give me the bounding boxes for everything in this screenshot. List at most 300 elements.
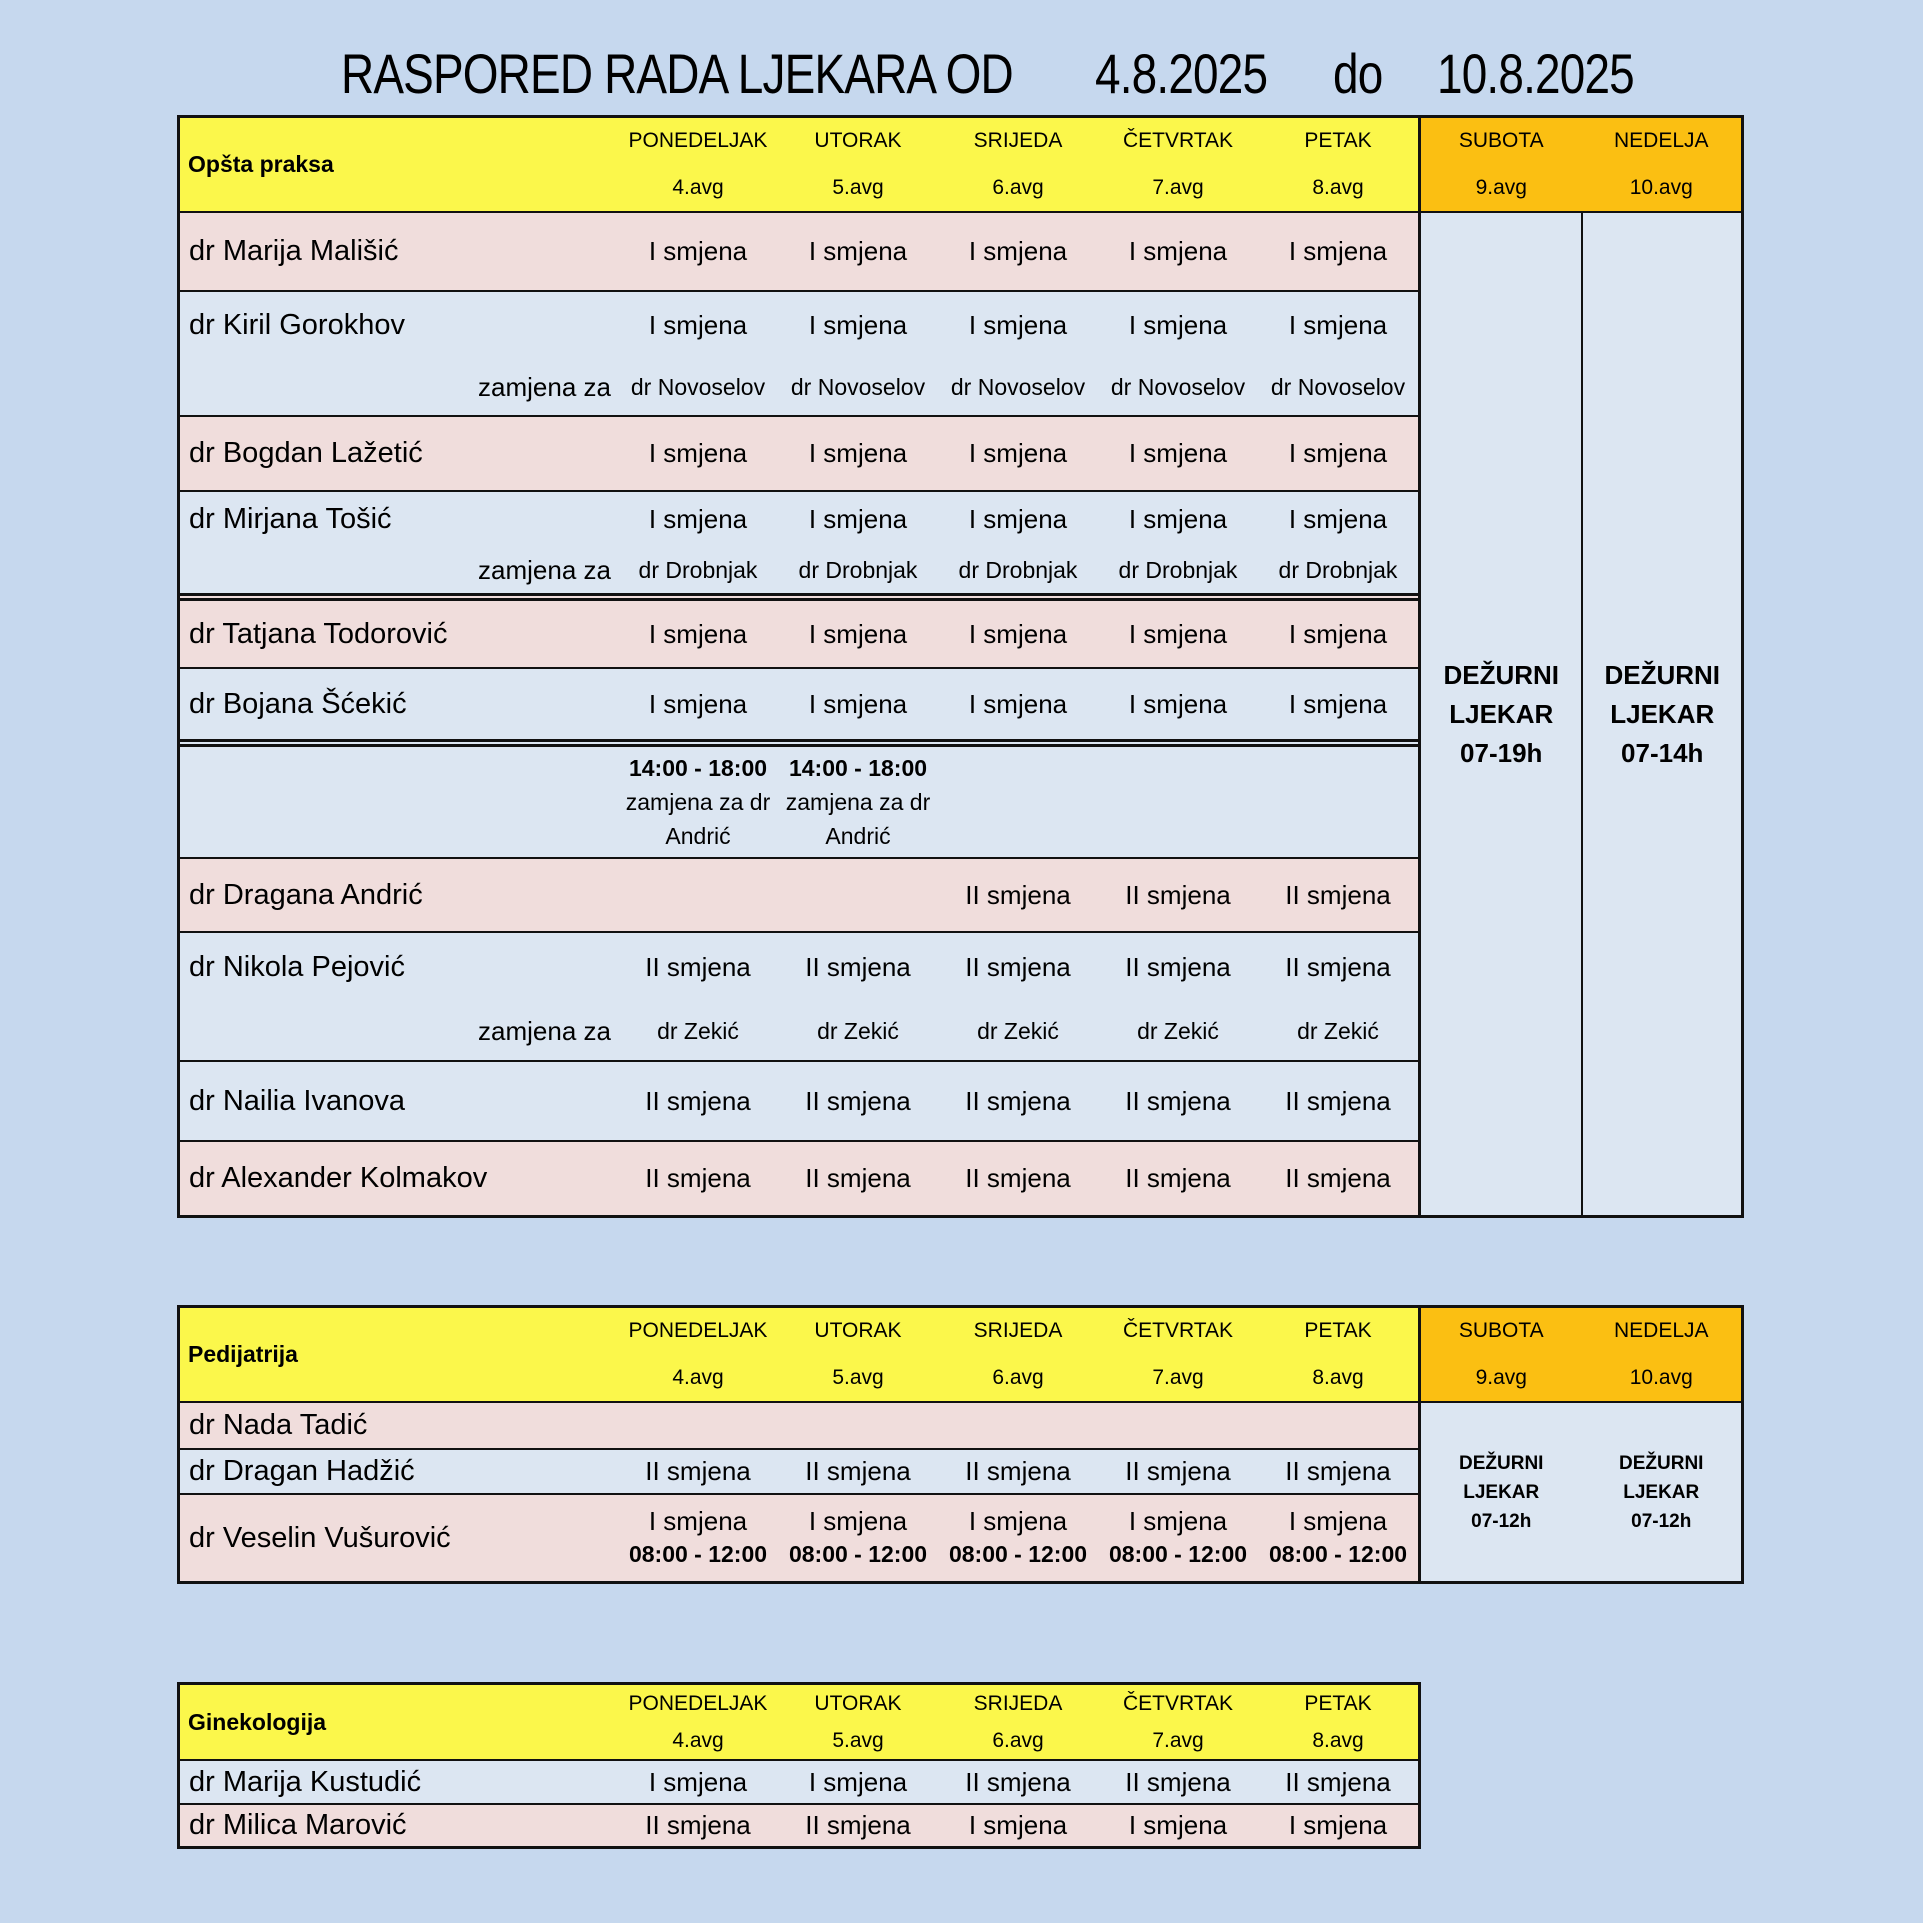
shift-cell (938, 933, 1098, 1003)
shift-value: I smjena (968, 1810, 1068, 1840)
header-day-date: 9.avg (1475, 1365, 1527, 1389)
shift-line (180, 1142, 1418, 1215)
shift-value: II smjena (805, 1163, 911, 1193)
shift-value: II smjena (965, 879, 1071, 910)
shift-value: I smjena (648, 438, 748, 468)
substitution-cell (778, 548, 938, 593)
table-row (180, 1403, 1418, 1448)
shift-cell (1098, 1805, 1258, 1846)
substitution-line (180, 360, 1418, 415)
substitution-value: dr Drobnjak (1118, 556, 1238, 583)
header-day-name: SRIJEDA (973, 1691, 1063, 1715)
header-day-name: ČETVRTAK (1122, 1319, 1234, 1343)
on-call-cell (1581, 213, 1741, 1215)
shift-line (180, 1805, 1418, 1846)
shift-value: I smjena (1128, 236, 1228, 266)
table-row (180, 1140, 1418, 1215)
page-title: RASPORED RADA LJEKARA OD (341, 42, 1013, 105)
header-day (1421, 1308, 1582, 1401)
shift-cell (778, 859, 938, 931)
shift-cell (778, 213, 938, 290)
header-day-date: 8.avg (1312, 1365, 1364, 1389)
header-day (778, 1308, 938, 1401)
shift-line (180, 1761, 1418, 1803)
on-call-line: LJEKAR (1623, 1481, 1700, 1503)
shift-value: II smjena (1285, 1766, 1391, 1797)
substitution-cell (1258, 360, 1418, 415)
doctor-name: dr Alexander Kolmakov (189, 1162, 488, 1194)
header-day-date: 6.avg (992, 1365, 1044, 1389)
header-day (1098, 1685, 1258, 1759)
shift-cell (618, 933, 778, 1003)
header-day (618, 1685, 778, 1759)
doctor-name: dr Tatjana Todorović (189, 617, 448, 650)
shift-value: I smjena (1128, 504, 1228, 535)
header-day-name: PETAK (1304, 1319, 1372, 1343)
shift-value: II smjena (645, 952, 751, 983)
shift-value: I smjena (808, 310, 908, 341)
shift-cell (938, 1761, 1098, 1803)
on-call-cell (1582, 1403, 1742, 1581)
shift-value: I smjena (1288, 618, 1388, 649)
weekend-block (1418, 1403, 1741, 1581)
substitution-value: dr Drobnjak (798, 556, 918, 583)
table-row (180, 739, 1418, 857)
table-row (180, 415, 1418, 490)
substitution-value: dr Novoselov (1110, 373, 1246, 400)
header-day-name: UTORAK (814, 1319, 902, 1343)
table-header (180, 1308, 1741, 1403)
substitution-value: dr Drobnjak (958, 556, 1078, 583)
shift-cell (1258, 492, 1418, 548)
shift-cell (938, 492, 1098, 548)
table-body (180, 213, 1741, 1215)
header-day (1421, 118, 1582, 211)
shift-cell (778, 1062, 938, 1140)
header-day-date: 7.avg (1152, 1365, 1204, 1389)
shift-value: II smjena (1125, 879, 1231, 910)
shift-value: I smjena (648, 688, 748, 719)
header-day (1582, 118, 1742, 211)
header-day-date: 10.avg (1629, 175, 1693, 199)
shift-cell (1098, 1450, 1258, 1493)
header-day-name: ČETVRTAK (1122, 129, 1234, 153)
shift-value: 14:00 - 18:00 (788, 755, 928, 781)
on-call-line: DEŽURNI (1604, 659, 1721, 690)
substitution-cell (618, 548, 778, 593)
shift-value: II smjena (805, 1810, 911, 1840)
shift-value: II smjena (1285, 1163, 1391, 1193)
doctor-name: dr Milica Marović (189, 1809, 407, 1841)
header-day (1582, 1308, 1742, 1401)
shift-cell (618, 859, 778, 931)
shift-value: I smjena (648, 236, 748, 266)
header-day-date: 5.avg (832, 1728, 884, 1752)
shift-cell (1098, 669, 1258, 739)
header-day (1098, 118, 1258, 211)
header-day-date: 4.avg (672, 1728, 724, 1752)
shift-cell (618, 601, 778, 667)
on-call-line: DEŽURNI (1443, 659, 1560, 690)
shift-value: II smjena (965, 1085, 1071, 1116)
shift-value: I smjena (1288, 310, 1388, 341)
shift-line (180, 859, 1418, 931)
shift-value: I smjena (968, 688, 1068, 719)
shift-cell (1098, 747, 1258, 857)
shift-value: 08:00 - 12:00 (948, 1540, 1088, 1567)
shift-value: 08:00 - 12:00 (788, 1540, 928, 1567)
shift-cell (1258, 933, 1418, 1003)
shift-cell (618, 1495, 778, 1581)
shift-value: I smjena (648, 618, 748, 649)
shift-line (180, 1450, 1418, 1493)
date-from: 4.8.2025 (1095, 42, 1268, 105)
shift-value: Andrić (665, 823, 731, 849)
header-day-name: ČETVRTAK (1122, 1691, 1234, 1715)
table-header (180, 118, 1741, 213)
table-row (180, 290, 1418, 415)
shift-value: II smjena (965, 952, 1071, 983)
shift-cell (1098, 601, 1258, 667)
shift-cell (618, 1142, 778, 1215)
shift-value: I smjena (1288, 438, 1388, 468)
shift-line (180, 1495, 1418, 1581)
header-day-name: PONEDELJAK (628, 129, 768, 153)
on-call-line: DEŽURNI (1459, 1452, 1544, 1474)
shift-value: 08:00 - 12:00 (628, 1540, 768, 1567)
header-day-name: SUBOTA (1458, 1319, 1544, 1343)
shift-cell (1098, 1495, 1258, 1581)
table-body (180, 1761, 1418, 1846)
shift-value: II smjena (645, 1810, 751, 1840)
shift-cell (1258, 1761, 1418, 1803)
substitution-value: dr Zekić (817, 1017, 899, 1044)
substitution-cell (618, 1003, 778, 1060)
header-day (1258, 1685, 1418, 1759)
header-day-date: 6.avg (992, 1728, 1044, 1752)
shift-cell (938, 1062, 1098, 1140)
shift-line (180, 747, 1418, 857)
shift-cell (1098, 1403, 1258, 1448)
header-day-date: 10.avg (1629, 1365, 1693, 1389)
header-day-date: 7.avg (1152, 175, 1204, 199)
shift-value: II smjena (1285, 879, 1391, 910)
shift-value: I smjena (1288, 504, 1388, 535)
shift-cell (618, 492, 778, 548)
substitution-cell (1258, 1003, 1418, 1060)
weekend-block (1418, 213, 1741, 1215)
shift-cell (778, 1450, 938, 1493)
shift-value: I smjena (648, 1505, 748, 1536)
shift-value: I smjena (808, 688, 908, 719)
shift-value: II smjena (645, 1085, 751, 1116)
substitution-line (180, 1003, 1418, 1060)
substitution-value: dr Zekić (1137, 1017, 1219, 1044)
shift-line (180, 492, 1418, 548)
on-call-line: LJEKAR (1449, 698, 1554, 729)
shift-value: I smjena (1128, 438, 1228, 468)
doctor-name: dr Bojana Šćekić (189, 687, 407, 720)
header-day-name: NEDELJA (1613, 129, 1709, 153)
shift-value: I smjena (1128, 310, 1228, 341)
shift-cell (1098, 933, 1258, 1003)
shift-cell (938, 417, 1098, 490)
shift-value: I smjena (968, 236, 1068, 266)
substitution-cell (1098, 360, 1258, 415)
shift-value: I smjena (808, 1505, 908, 1536)
shift-value: I smjena (808, 438, 908, 468)
doctor-name: dr Kiril Gorokhov (189, 309, 405, 342)
substitution-value: dr Novoselov (630, 373, 766, 400)
shift-cell (1098, 1062, 1258, 1140)
table-row (180, 1448, 1418, 1493)
header-day-date: 6.avg (992, 175, 1044, 199)
shift-cell (618, 747, 778, 857)
shift-cell (938, 747, 1098, 857)
header-day-name: SRIJEDA (973, 129, 1063, 153)
header-day-name: UTORAK (814, 129, 902, 153)
header-day-name: PETAK (1304, 129, 1372, 153)
substitution-value: dr Drobnjak (1278, 556, 1398, 583)
table-body (180, 1403, 1741, 1581)
shift-line (180, 1062, 1418, 1140)
shift-value: I smjena (1288, 1505, 1388, 1536)
shift-value: I smjena (808, 504, 908, 535)
shift-cell (1098, 1761, 1258, 1803)
shift-cell (1098, 292, 1258, 360)
shift-value: I smjena (648, 310, 748, 341)
shift-cell (1258, 213, 1418, 290)
shift-value: I smjena (968, 618, 1068, 649)
shift-cell (618, 417, 778, 490)
shift-value: I smjena (808, 618, 908, 649)
header-day-name: PETAK (1304, 1691, 1372, 1715)
header-day-date: 9.avg (1475, 175, 1527, 199)
shift-cell (1258, 669, 1418, 739)
shift-value: II smjena (965, 1163, 1071, 1193)
page-header (0, 36, 1923, 116)
shift-cell (1258, 1450, 1418, 1493)
shift-cell (778, 747, 938, 857)
shift-cell (618, 669, 778, 739)
header-day (778, 1685, 938, 1759)
doctor-name: dr Dragana Andrić (189, 878, 423, 911)
on-call-line: 07-19h (1460, 737, 1543, 768)
shift-value: I smjena (1288, 236, 1388, 266)
shift-cell (938, 1142, 1098, 1215)
shift-cell (618, 1761, 778, 1803)
substitution-cell (778, 360, 938, 415)
shift-value: I smjena (808, 236, 908, 266)
substitution-label: zamjena za (478, 554, 611, 585)
shift-cell (1098, 492, 1258, 548)
shift-value: Andrić (825, 823, 891, 849)
shift-cell (938, 601, 1098, 667)
shift-cell (618, 1450, 778, 1493)
header-day-name: PONEDELJAK (628, 1691, 768, 1715)
header-section-label: Opšta praksa (180, 118, 618, 211)
shift-cell (1258, 1805, 1418, 1846)
shift-line (180, 417, 1418, 490)
header-day-name: SUBOTA (1458, 129, 1544, 153)
schedule-table (177, 1682, 1421, 1849)
header-section-label: Ginekologija (180, 1685, 618, 1759)
schedule-table (177, 115, 1744, 1218)
weekday-block (180, 1403, 1418, 1581)
shift-cell (778, 669, 938, 739)
shift-value: II smjena (645, 1163, 751, 1193)
shift-value: I smjena (968, 504, 1068, 535)
shift-value: II smjena (965, 1766, 1071, 1797)
shift-cell (618, 1403, 778, 1448)
shift-line (180, 601, 1418, 667)
substitution-cell (938, 548, 1098, 593)
shift-cell (1258, 1495, 1418, 1581)
doctor-name: dr Marija Mališić (189, 235, 399, 267)
date-to: 10.8.2025 (1437, 42, 1634, 105)
shift-cell (618, 1805, 778, 1846)
header-day-date: 5.avg (832, 175, 884, 199)
substitution-cell (938, 1003, 1098, 1060)
shift-value: II smjena (1125, 1766, 1231, 1797)
shift-value: zamjena za dr (625, 789, 771, 815)
header-day (938, 118, 1098, 211)
header-day (938, 1308, 1098, 1401)
shift-cell (778, 492, 938, 548)
on-call-cell (1421, 1403, 1582, 1581)
shift-line (180, 1403, 1418, 1448)
shift-value: II smjena (1125, 1163, 1231, 1193)
shift-cell (938, 1450, 1098, 1493)
shift-cell (1098, 213, 1258, 290)
shift-value: II smjena (805, 952, 911, 983)
doctor-name: dr Nailia Ivanova (189, 1084, 405, 1117)
header-day (778, 118, 938, 211)
header-day (1098, 1308, 1258, 1401)
header-day (618, 1308, 778, 1401)
header-day-date: 8.avg (1312, 175, 1364, 199)
shift-cell (618, 292, 778, 360)
shift-value: I smjena (1128, 1505, 1228, 1536)
shift-value: II smjena (1285, 1085, 1391, 1116)
substitution-line (180, 548, 1418, 593)
shift-value: II smjena (805, 1456, 911, 1486)
shift-value: II smjena (1125, 1456, 1231, 1486)
shift-value: I smjena (1128, 618, 1228, 649)
header-day-date: 8.avg (1312, 1728, 1364, 1752)
substitution-value: dr Zekić (977, 1017, 1059, 1044)
shift-value: I smjena (968, 1505, 1068, 1536)
doctor-name (180, 747, 618, 857)
shift-cell (938, 1805, 1098, 1846)
shift-value: zamjena za dr (785, 789, 931, 815)
header-day-date: 4.avg (672, 175, 724, 199)
shift-cell (1258, 1142, 1418, 1215)
shift-cell (1258, 859, 1418, 931)
shift-cell (778, 933, 938, 1003)
shift-cell (778, 417, 938, 490)
on-call-line: 07-12h (1471, 1510, 1532, 1532)
shift-value: I smjena (648, 1766, 748, 1797)
substitution-value: dr Novoselov (1270, 373, 1406, 400)
substitution-cell (1098, 548, 1258, 593)
on-call-line: LJEKAR (1463, 1481, 1540, 1503)
shift-cell (938, 859, 1098, 931)
substitution-value: dr Zekić (657, 1017, 739, 1044)
substitution-cell (618, 360, 778, 415)
on-call-cell (1421, 213, 1581, 1215)
shift-value: I smjena (808, 1766, 908, 1797)
shift-cell (618, 1062, 778, 1140)
shift-cell (938, 292, 1098, 360)
header-day (1258, 118, 1418, 211)
substitution-value: dr Novoselov (950, 373, 1086, 400)
shift-value: I smjena (1288, 688, 1388, 719)
table-row (180, 931, 1418, 1060)
table-row (180, 1493, 1418, 1581)
shift-line (180, 292, 1418, 360)
shift-cell (618, 213, 778, 290)
header-weekend (1418, 1308, 1741, 1401)
shift-value: I smjena (1288, 1810, 1388, 1840)
weekday-block (180, 213, 1418, 1215)
shift-cell (1258, 292, 1418, 360)
table-row (180, 1803, 1418, 1846)
shift-cell (778, 601, 938, 667)
substitution-value: dr Zekić (1297, 1017, 1379, 1044)
shift-cell (1258, 417, 1418, 490)
substitution-label: zamjena za (478, 371, 611, 402)
shift-value: II smjena (1285, 1456, 1391, 1486)
header-day-name: SRIJEDA (973, 1319, 1063, 1343)
table-row (180, 490, 1418, 593)
header-day-name: UTORAK (814, 1691, 902, 1715)
shift-cell (938, 1403, 1098, 1448)
shift-value: I smjena (968, 438, 1068, 468)
table-row (180, 1060, 1418, 1140)
header-day-name: NEDELJA (1613, 1319, 1709, 1343)
shift-cell (1258, 601, 1418, 667)
header-day-date: 5.avg (832, 1365, 884, 1389)
substitution-cell (778, 1003, 938, 1060)
table-row (180, 857, 1418, 931)
shift-cell (778, 1805, 938, 1846)
header-section-label: Pedijatrija (180, 1308, 618, 1401)
date-separator: do (1333, 42, 1383, 105)
shift-cell (778, 1142, 938, 1215)
shift-value: II smjena (645, 1456, 751, 1486)
on-call-line: 07-14h (1621, 737, 1704, 768)
shift-cell (1258, 1062, 1418, 1140)
doctor-name: dr Bogdan Lažetić (189, 437, 423, 469)
shift-line (180, 213, 1418, 290)
on-call-line: LJEKAR (1610, 698, 1715, 729)
doctor-name: dr Mirjana Tošić (189, 503, 392, 536)
shift-cell (1098, 859, 1258, 931)
doctor-name: dr Veselin Vušurović (189, 1521, 451, 1554)
shift-value: II smjena (1285, 952, 1391, 983)
schedule-table (177, 1305, 1744, 1584)
shift-line (180, 933, 1418, 1003)
header-day (1258, 1308, 1418, 1401)
shift-cell (778, 1403, 938, 1448)
shift-cell (1258, 1403, 1418, 1448)
doctor-name: dr Dragan Hadžić (189, 1455, 415, 1487)
header-day (938, 1685, 1098, 1759)
shift-value: II smjena (1125, 1085, 1231, 1116)
shift-value: 14:00 - 18:00 (628, 755, 768, 781)
substitution-cell (938, 360, 1098, 415)
